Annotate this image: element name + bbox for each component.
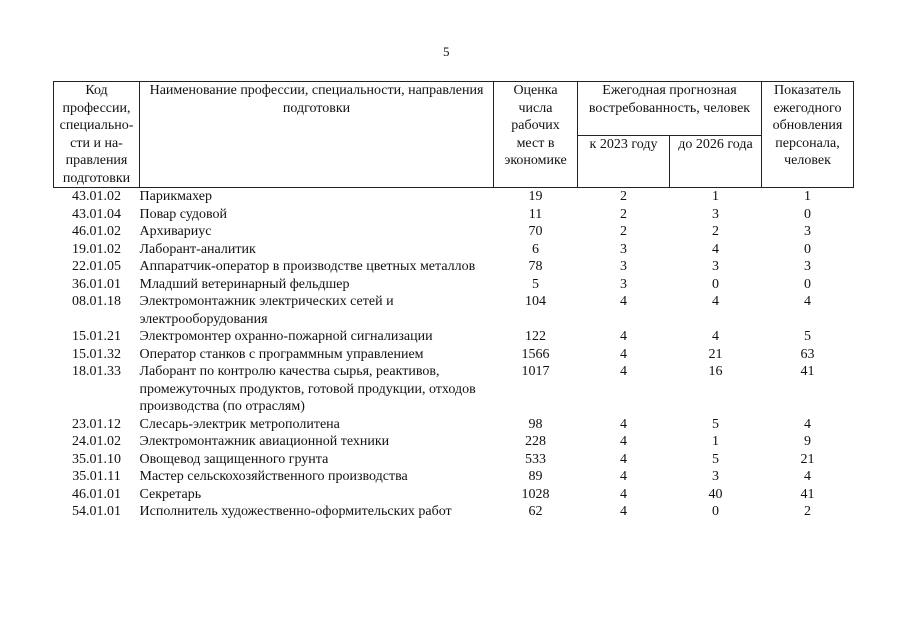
row-name: Слесарь-электрик метрополитена bbox=[139, 416, 340, 432]
row-demand-2023: 4 bbox=[620, 469, 627, 484]
row-jobs: 6 bbox=[532, 241, 539, 257]
row-demand-2023: 3 bbox=[620, 241, 627, 257]
row-demand-2023: 4 bbox=[620, 486, 627, 502]
row-jobs: 1028 bbox=[521, 486, 550, 502]
row-jobs: 78 bbox=[528, 259, 543, 274]
table-row bbox=[54, 276, 854, 294]
header-code: Код профессии, специально-сти и на-правления подготовки bbox=[54, 82, 140, 188]
row-name: Архивариус bbox=[139, 224, 212, 239]
row-demand-2023: 4 bbox=[620, 504, 627, 519]
header-name: Наименование профессии, специальности, направления подготовки bbox=[140, 82, 494, 188]
table-row bbox=[54, 346, 854, 364]
table-row bbox=[54, 503, 854, 521]
row-name: Электромонтажник электрических сетей и электрооборудования bbox=[139, 294, 394, 327]
header-jobs: Оценка числа рабочих мест в экономике bbox=[494, 82, 578, 188]
row-code: 35.01.10 bbox=[72, 451, 121, 467]
row-name: Лаборант по контролю качества сырья, реактивов, промежуточных продуктов, готовой продукции, отходов производства (по отраслям) bbox=[139, 364, 476, 414]
row-renewal: 0 bbox=[804, 276, 811, 292]
table-row bbox=[54, 188, 854, 206]
row-code: 18.01.33 bbox=[72, 364, 121, 379]
page-number: 5 bbox=[443, 44, 450, 59]
row-jobs: 104 bbox=[525, 294, 546, 309]
row-renewal: 0 bbox=[804, 241, 811, 257]
row-demand-2023: 4 bbox=[620, 416, 627, 432]
row-demand-2026: 5 bbox=[712, 451, 719, 467]
row-demand-2023: 4 bbox=[620, 451, 627, 467]
row-renewal: 4 bbox=[804, 469, 811, 484]
table-row bbox=[54, 206, 854, 224]
table-row bbox=[54, 486, 854, 504]
row-demand-2026: 16 bbox=[708, 364, 723, 379]
row-renewal: 0 bbox=[804, 206, 811, 222]
row-demand-2026: 4 bbox=[712, 329, 719, 344]
row-demand-2023: 4 bbox=[620, 346, 627, 362]
row-jobs: 1017 bbox=[521, 364, 550, 379]
row-code: 46.01.02 bbox=[72, 224, 121, 239]
row-jobs: 122 bbox=[525, 329, 546, 344]
table-row bbox=[54, 451, 854, 469]
row-demand-2026: 4 bbox=[712, 241, 719, 257]
row-renewal: 4 bbox=[804, 294, 811, 309]
row-code: 15.01.32 bbox=[72, 346, 121, 362]
table-row bbox=[54, 468, 854, 486]
row-demand-2023: 4 bbox=[620, 364, 627, 379]
row-jobs: 19 bbox=[528, 189, 543, 204]
row-demand-2026: 1 bbox=[712, 189, 719, 204]
row-renewal: 41 bbox=[800, 364, 815, 379]
row-demand-2026: 21 bbox=[708, 346, 723, 362]
table-row bbox=[54, 416, 854, 434]
row-demand-2023: 3 bbox=[620, 259, 627, 274]
row-code: 46.01.01 bbox=[72, 486, 121, 502]
row-name: Секретарь bbox=[139, 486, 202, 502]
row-jobs: 228 bbox=[525, 434, 546, 449]
row-jobs: 533 bbox=[525, 451, 546, 467]
row-demand-2026: 2 bbox=[712, 224, 719, 239]
row-demand-2023: 4 bbox=[620, 294, 627, 309]
row-demand-2023: 4 bbox=[620, 434, 627, 449]
row-jobs: 11 bbox=[528, 206, 543, 222]
row-code: 24.01.02 bbox=[72, 434, 121, 449]
table-row bbox=[54, 241, 854, 259]
row-renewal: 3 bbox=[804, 259, 811, 274]
row-jobs: 62 bbox=[528, 504, 543, 519]
row-renewal: 21 bbox=[800, 451, 815, 467]
header-demand-2023: к 2023 году bbox=[578, 136, 670, 188]
row-demand-2026: 3 bbox=[712, 259, 719, 274]
row-demand-2023: 3 bbox=[620, 276, 627, 292]
row-jobs: 70 bbox=[528, 224, 543, 239]
row-demand-2026: 0 bbox=[712, 504, 719, 519]
row-renewal: 41 bbox=[800, 486, 815, 502]
row-name: Парикмахер bbox=[139, 189, 212, 204]
row-demand-2023: 2 bbox=[620, 224, 627, 239]
row-renewal: 63 bbox=[800, 346, 815, 362]
table-row bbox=[54, 433, 854, 451]
row-demand-2026: 3 bbox=[712, 469, 719, 484]
row-jobs: 5 bbox=[532, 276, 539, 292]
row-renewal: 1 bbox=[804, 189, 811, 204]
row-code: 54.01.01 bbox=[72, 504, 121, 519]
row-demand-2026: 3 bbox=[712, 206, 719, 222]
row-code: 23.01.12 bbox=[72, 416, 121, 432]
row-name: Лаборант-аналитик bbox=[139, 241, 256, 257]
row-name: Исполнитель художественно-оформительских работ bbox=[139, 504, 452, 519]
row-name: Оператор станков с программным управлением bbox=[139, 346, 424, 362]
row-jobs: 1566 bbox=[521, 346, 550, 362]
row-code: 35.01.11 bbox=[72, 469, 121, 484]
table-row bbox=[54, 328, 854, 346]
row-name: Аппаратчик-оператор в производстве цветных металлов bbox=[139, 259, 476, 274]
row-demand-2023: 2 bbox=[620, 206, 627, 222]
row-demand-2026: 5 bbox=[712, 416, 719, 432]
row-code: 43.01.02 bbox=[72, 189, 121, 204]
table-row bbox=[54, 223, 854, 241]
row-name: Электромонтер охранно-пожарной сигнализации bbox=[139, 329, 433, 344]
row-name: Повар судовой bbox=[139, 206, 228, 222]
row-renewal: 3 bbox=[804, 224, 811, 239]
row-demand-2026: 1 bbox=[712, 434, 719, 449]
row-name: Овощевод защищенного грунта bbox=[139, 451, 329, 467]
row-demand-2026: 0 bbox=[712, 276, 719, 292]
row-demand-2026: 4 bbox=[712, 294, 719, 309]
row-name: Младший ветеринарный фельдшер bbox=[139, 276, 350, 292]
professions-table bbox=[53, 81, 854, 521]
row-name: Мастер сельскохозяйственного производства bbox=[139, 469, 408, 484]
row-demand-2023: 2 bbox=[620, 189, 627, 204]
header-renewal: Показатель ежегодного обновления персонала, человек bbox=[762, 82, 854, 188]
row-jobs: 98 bbox=[528, 416, 543, 432]
row-code: 19.01.02 bbox=[72, 241, 121, 257]
row-renewal: 5 bbox=[804, 329, 811, 344]
table-row bbox=[54, 363, 854, 416]
row-name: Электромонтажник авиационной техники bbox=[139, 434, 390, 449]
row-demand-2026: 40 bbox=[708, 486, 723, 502]
table-row bbox=[54, 293, 854, 328]
header-demand-2026: до 2026 года bbox=[670, 136, 762, 188]
row-jobs: 89 bbox=[528, 469, 543, 484]
row-renewal: 4 bbox=[804, 416, 811, 432]
row-renewal: 9 bbox=[804, 434, 811, 449]
header-demand: Ежегодная прогнозная востребованность, человек bbox=[578, 82, 762, 136]
table-row bbox=[54, 258, 854, 276]
row-code: 36.01.01 bbox=[72, 276, 121, 292]
row-code: 43.01.04 bbox=[72, 206, 121, 222]
row-renewal: 2 bbox=[804, 504, 811, 519]
row-code: 08.01.18 bbox=[72, 294, 121, 309]
row-code: 15.01.21 bbox=[72, 329, 121, 344]
row-demand-2023: 4 bbox=[620, 329, 627, 344]
row-code: 22.01.05 bbox=[72, 259, 121, 274]
